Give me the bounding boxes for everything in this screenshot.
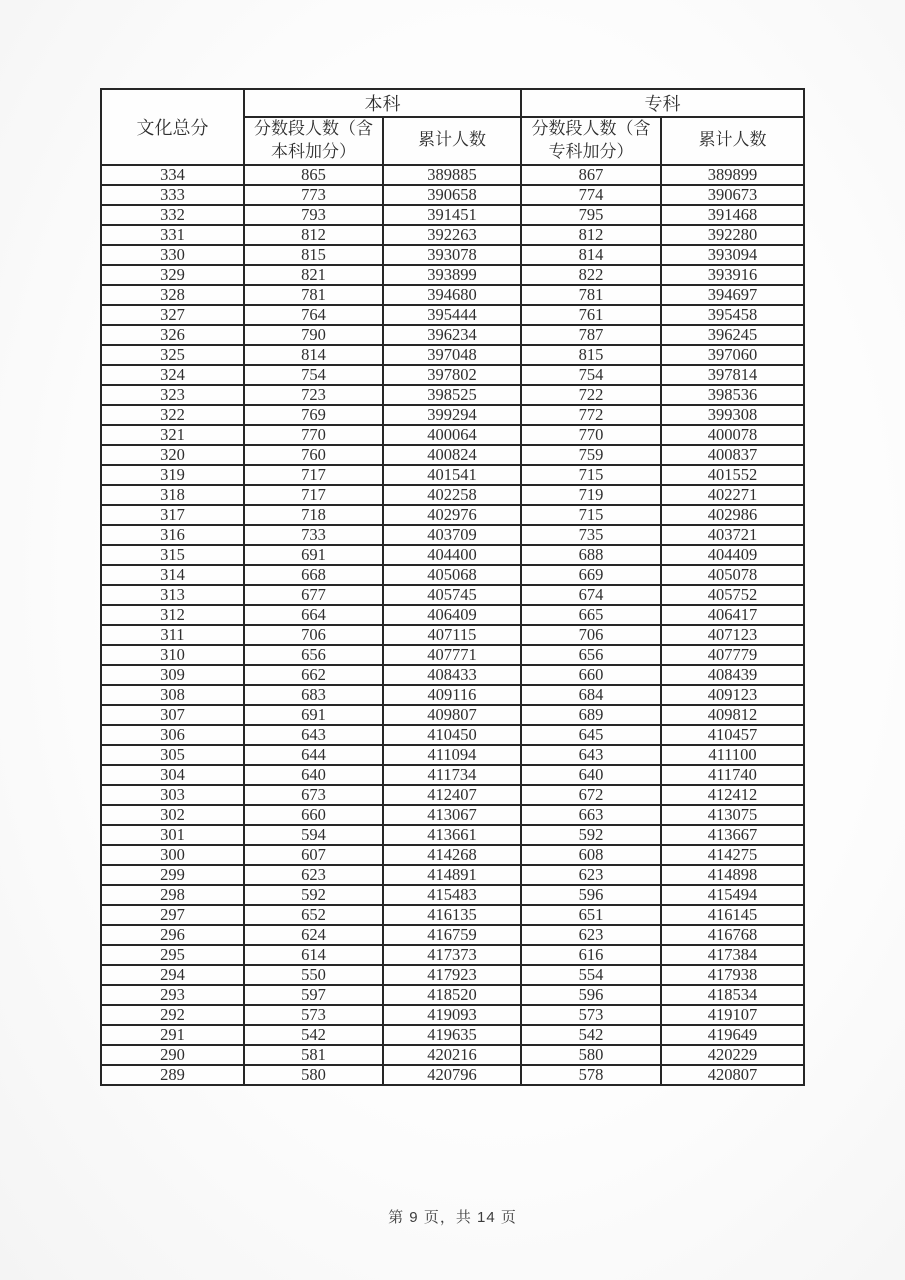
table-cell: 542 [244,1025,383,1045]
table-cell: 781 [244,285,383,305]
table-cell: 309 [101,665,244,685]
table-cell: 643 [521,745,661,765]
table-cell: 793 [244,205,383,225]
table-cell: 330 [101,245,244,265]
table-cell: 325 [101,345,244,365]
table-cell: 578 [521,1065,661,1085]
table-cell: 420229 [661,1045,804,1065]
table-cell: 769 [244,405,383,425]
table-cell: 420807 [661,1065,804,1085]
score-column-header: 文化总分 [101,89,244,165]
table-cell: 311 [101,625,244,645]
table-cell: 772 [521,405,661,425]
table-cell: 715 [521,505,661,525]
table-cell: 718 [244,505,383,525]
table-cell: 669 [521,565,661,585]
table-cell: 774 [521,185,661,205]
table-cell: 393916 [661,265,804,285]
table-cell: 408433 [383,665,521,685]
table-cell: 596 [521,885,661,905]
table-cell: 291 [101,1025,244,1045]
table-row [101,325,804,345]
table-cell: 674 [521,585,661,605]
table-cell: 867 [521,165,661,185]
table-row [101,805,804,825]
table-cell: 323 [101,385,244,405]
table-cell: 550 [244,965,383,985]
table-cell: 640 [521,765,661,785]
table-row [101,245,804,265]
table-cell: 814 [244,345,383,365]
table-cell: 400078 [661,425,804,445]
table-cell: 417938 [661,965,804,985]
table-cell: 717 [244,485,383,505]
table-row [101,785,804,805]
table-cell: 573 [244,1005,383,1025]
table-cell: 815 [521,345,661,365]
table-row [101,205,804,225]
table-row [101,225,804,245]
table-row [101,765,804,785]
table-cell: 652 [244,905,383,925]
table-cell: 673 [244,785,383,805]
table-cell: 417923 [383,965,521,985]
table-cell: 660 [244,805,383,825]
score-table-body [101,165,804,1085]
table-cell: 688 [521,545,661,565]
table-cell: 790 [244,325,383,345]
table-cell: 314 [101,565,244,585]
table-cell: 301 [101,825,244,845]
table-cell: 397802 [383,365,521,385]
table-cell: 293 [101,985,244,1005]
table-row [101,665,804,685]
table-row [101,445,804,465]
table-cell: 406417 [661,605,804,625]
table-cell: 402976 [383,505,521,525]
table-cell: 668 [244,565,383,585]
table-row [101,505,804,525]
table-cell: 324 [101,365,244,385]
table-cell: 392280 [661,225,804,245]
table-cell: 316 [101,525,244,545]
table-row [101,545,804,565]
table-cell: 305 [101,745,244,765]
table-cell: 781 [521,285,661,305]
table-cell: 420216 [383,1045,521,1065]
table-cell: 418520 [383,985,521,1005]
table-cell: 298 [101,885,244,905]
table-cell: 691 [244,545,383,565]
table-cell: 328 [101,285,244,305]
benke-group-header: 本科 [244,89,521,117]
table-cell: 400064 [383,425,521,445]
table-cell: 614 [244,945,383,965]
table-cell: 410450 [383,725,521,745]
table-cell: 415494 [661,885,804,905]
table-cell: 754 [521,365,661,385]
table-cell: 735 [521,525,661,545]
table-cell: 416135 [383,905,521,925]
table-cell: 313 [101,585,244,605]
table-cell: 411734 [383,765,521,785]
table-cell: 402258 [383,485,521,505]
table-row [101,525,804,545]
table-cell: 761 [521,305,661,325]
table-cell: 390673 [661,185,804,205]
table-cell: 592 [521,825,661,845]
table-cell: 411100 [661,745,804,765]
table-cell: 664 [244,605,383,625]
group-header-row [101,89,804,117]
table-cell: 319 [101,465,244,485]
table-cell: 770 [244,425,383,445]
table-row [101,885,804,905]
table-cell: 320 [101,445,244,465]
table-cell: 815 [244,245,383,265]
table-cell: 645 [521,725,661,745]
table-cell: 717 [244,465,383,485]
table-cell: 296 [101,925,244,945]
table-cell: 393094 [661,245,804,265]
table-cell: 419649 [661,1025,804,1045]
table-cell: 334 [101,165,244,185]
table-row [101,685,804,705]
table-cell: 398525 [383,385,521,405]
table-cell: 623 [521,925,661,945]
table-cell: 656 [521,645,661,665]
table-row [101,825,804,845]
table-row [101,625,804,645]
table-cell: 733 [244,525,383,545]
benke-cumulative-header: 累计人数 [383,117,521,165]
table-cell: 391451 [383,205,521,225]
table-cell: 414891 [383,865,521,885]
table-cell: 318 [101,485,244,505]
table-cell: 412412 [661,785,804,805]
table-cell: 416768 [661,925,804,945]
zhuanke-segment-count-header: 分数段人数（含专科加分） [521,117,661,165]
table-cell: 419093 [383,1005,521,1025]
table-cell: 407123 [661,625,804,645]
table-cell: 706 [521,625,661,645]
table-cell: 409123 [661,685,804,705]
table-cell: 822 [521,265,661,285]
table-cell: 580 [521,1045,661,1065]
table-row [101,565,804,585]
table-cell: 327 [101,305,244,325]
table-row [101,305,804,325]
table-cell: 409116 [383,685,521,705]
page-number-footer: 第 9 页，共 14 页 [388,1209,517,1226]
table-cell: 413667 [661,825,804,845]
table-cell: 662 [244,665,383,685]
table-cell: 295 [101,945,244,965]
table-cell: 412407 [383,785,521,805]
table-row [101,645,804,665]
table-cell: 294 [101,965,244,985]
score-distribution-table [100,88,805,1086]
table-cell: 592 [244,885,383,905]
table-cell: 416145 [661,905,804,925]
table-cell: 409807 [383,705,521,725]
table-cell: 416759 [383,925,521,945]
table-cell: 321 [101,425,244,445]
table-cell: 821 [244,265,383,285]
table-cell: 290 [101,1045,244,1065]
table-cell: 683 [244,685,383,705]
table-cell: 326 [101,325,244,345]
table-cell: 677 [244,585,383,605]
table-cell: 715 [521,465,661,485]
table-cell: 414275 [661,845,804,865]
table-cell: 322 [101,405,244,425]
table-cell: 389885 [383,165,521,185]
table-cell: 393899 [383,265,521,285]
table-row [101,425,804,445]
table-row [101,185,804,205]
table-row [101,165,804,185]
table-cell: 329 [101,265,244,285]
table-cell: 302 [101,805,244,825]
table-row [101,705,804,725]
table-cell: 865 [244,165,383,185]
table-cell: 397814 [661,365,804,385]
table-cell: 333 [101,185,244,205]
table-row [101,1045,804,1065]
zhuanke-group-header: 专科 [521,89,804,117]
table-row [101,1065,804,1085]
table-cell: 814 [521,245,661,265]
table-cell: 773 [244,185,383,205]
table-cell: 391468 [661,205,804,225]
table-cell: 394697 [661,285,804,305]
table-cell: 407771 [383,645,521,665]
table-cell: 390658 [383,185,521,205]
benke-segment-count-header: 分数段人数（含本科加分） [244,117,383,165]
table-cell: 640 [244,765,383,785]
table-cell: 764 [244,305,383,325]
table-cell: 413075 [661,805,804,825]
table-cell: 795 [521,205,661,225]
table-row [101,845,804,865]
table-cell: 623 [521,865,661,885]
table-row [101,965,804,985]
zhuanke-cumulative-header: 累计人数 [661,117,804,165]
table-cell: 404400 [383,545,521,565]
table-row [101,405,804,425]
table-header [101,89,804,165]
table-cell: 415483 [383,885,521,905]
table-row [101,265,804,285]
table-cell: 719 [521,485,661,505]
table-cell: 404409 [661,545,804,565]
table-cell: 594 [244,825,383,845]
table-cell: 665 [521,605,661,625]
table-cell: 406409 [383,605,521,625]
table-cell: 405752 [661,585,804,605]
table-cell: 580 [244,1065,383,1085]
table-cell: 651 [521,905,661,925]
table-cell: 394680 [383,285,521,305]
table-cell: 624 [244,925,383,945]
table-row [101,865,804,885]
table-cell: 414268 [383,845,521,865]
table-cell: 411740 [661,765,804,785]
table-cell: 395458 [661,305,804,325]
table-cell: 706 [244,625,383,645]
table-cell: 397060 [661,345,804,365]
table-cell: 691 [244,705,383,725]
table-cell: 317 [101,505,244,525]
table-cell: 300 [101,845,244,865]
table-cell: 312 [101,605,244,625]
table-cell: 401541 [383,465,521,485]
table-cell: 408439 [661,665,804,685]
table-cell: 413067 [383,805,521,825]
table-cell: 759 [521,445,661,465]
table-cell: 597 [244,985,383,1005]
table-cell: 315 [101,545,244,565]
table-cell: 643 [244,725,383,745]
table-cell: 418534 [661,985,804,1005]
table-row [101,905,804,925]
table-cell: 542 [521,1025,661,1045]
table-cell: 402271 [661,485,804,505]
table-row [101,585,804,605]
table-cell: 607 [244,845,383,865]
table-cell: 596 [521,985,661,1005]
table-cell: 411094 [383,745,521,765]
table-cell: 402986 [661,505,804,525]
table-row [101,285,804,305]
table-cell: 689 [521,705,661,725]
table-row [101,945,804,965]
table-cell: 332 [101,205,244,225]
table-cell: 400837 [661,445,804,465]
table-cell: 403709 [383,525,521,545]
table-cell: 672 [521,785,661,805]
table-cell: 397048 [383,345,521,365]
table-cell: 307 [101,705,244,725]
table-cell: 573 [521,1005,661,1025]
table-cell: 392263 [383,225,521,245]
table-cell: 656 [244,645,383,665]
table-cell: 297 [101,905,244,925]
table-cell: 306 [101,725,244,745]
table-cell: 405745 [383,585,521,605]
table-cell: 770 [521,425,661,445]
table-cell: 407115 [383,625,521,645]
table-cell: 393078 [383,245,521,265]
table-cell: 405068 [383,565,521,585]
table-cell: 304 [101,765,244,785]
table-cell: 331 [101,225,244,245]
table-cell: 417384 [661,945,804,965]
table-cell: 401552 [661,465,804,485]
table-cell: 581 [244,1045,383,1065]
table-cell: 299 [101,865,244,885]
table-row [101,465,804,485]
table-row [101,1025,804,1045]
table-cell: 400824 [383,445,521,465]
table-cell: 616 [521,945,661,965]
table-cell: 420796 [383,1065,521,1085]
table-cell: 398536 [661,385,804,405]
table-row [101,345,804,365]
table-cell: 303 [101,785,244,805]
table-cell: 419107 [661,1005,804,1025]
table-row [101,985,804,1005]
table-cell: 644 [244,745,383,765]
table-cell: 419635 [383,1025,521,1045]
table-cell: 623 [244,865,383,885]
table-row [101,1005,804,1025]
table-cell: 395444 [383,305,521,325]
table-cell: 308 [101,685,244,705]
table-cell: 405078 [661,565,804,585]
table-cell: 722 [521,385,661,405]
table-cell: 413661 [383,825,521,845]
table-cell: 760 [244,445,383,465]
table-cell: 417373 [383,945,521,965]
table-cell: 414898 [661,865,804,885]
table-cell: 389899 [661,165,804,185]
table-cell: 812 [244,225,383,245]
table-cell: 399294 [383,405,521,425]
table-cell: 289 [101,1065,244,1085]
table-row [101,745,804,765]
table-cell: 660 [521,665,661,685]
table-cell: 396245 [661,325,804,345]
table-cell: 310 [101,645,244,665]
table-cell: 292 [101,1005,244,1025]
table-cell: 409812 [661,705,804,725]
table-cell: 684 [521,685,661,705]
table-cell: 723 [244,385,383,405]
table-cell: 787 [521,325,661,345]
table-row [101,605,804,625]
table-cell: 403721 [661,525,804,545]
table-cell: 608 [521,845,661,865]
table-cell: 399308 [661,405,804,425]
table-cell: 410457 [661,725,804,745]
table-cell: 663 [521,805,661,825]
table-row [101,365,804,385]
table-cell: 396234 [383,325,521,345]
table-cell: 812 [521,225,661,245]
table-row [101,485,804,505]
table-row [101,385,804,405]
table-cell: 554 [521,965,661,985]
table-cell: 407779 [661,645,804,665]
table-row [101,925,804,945]
table-cell: 754 [244,365,383,385]
table-row [101,725,804,745]
